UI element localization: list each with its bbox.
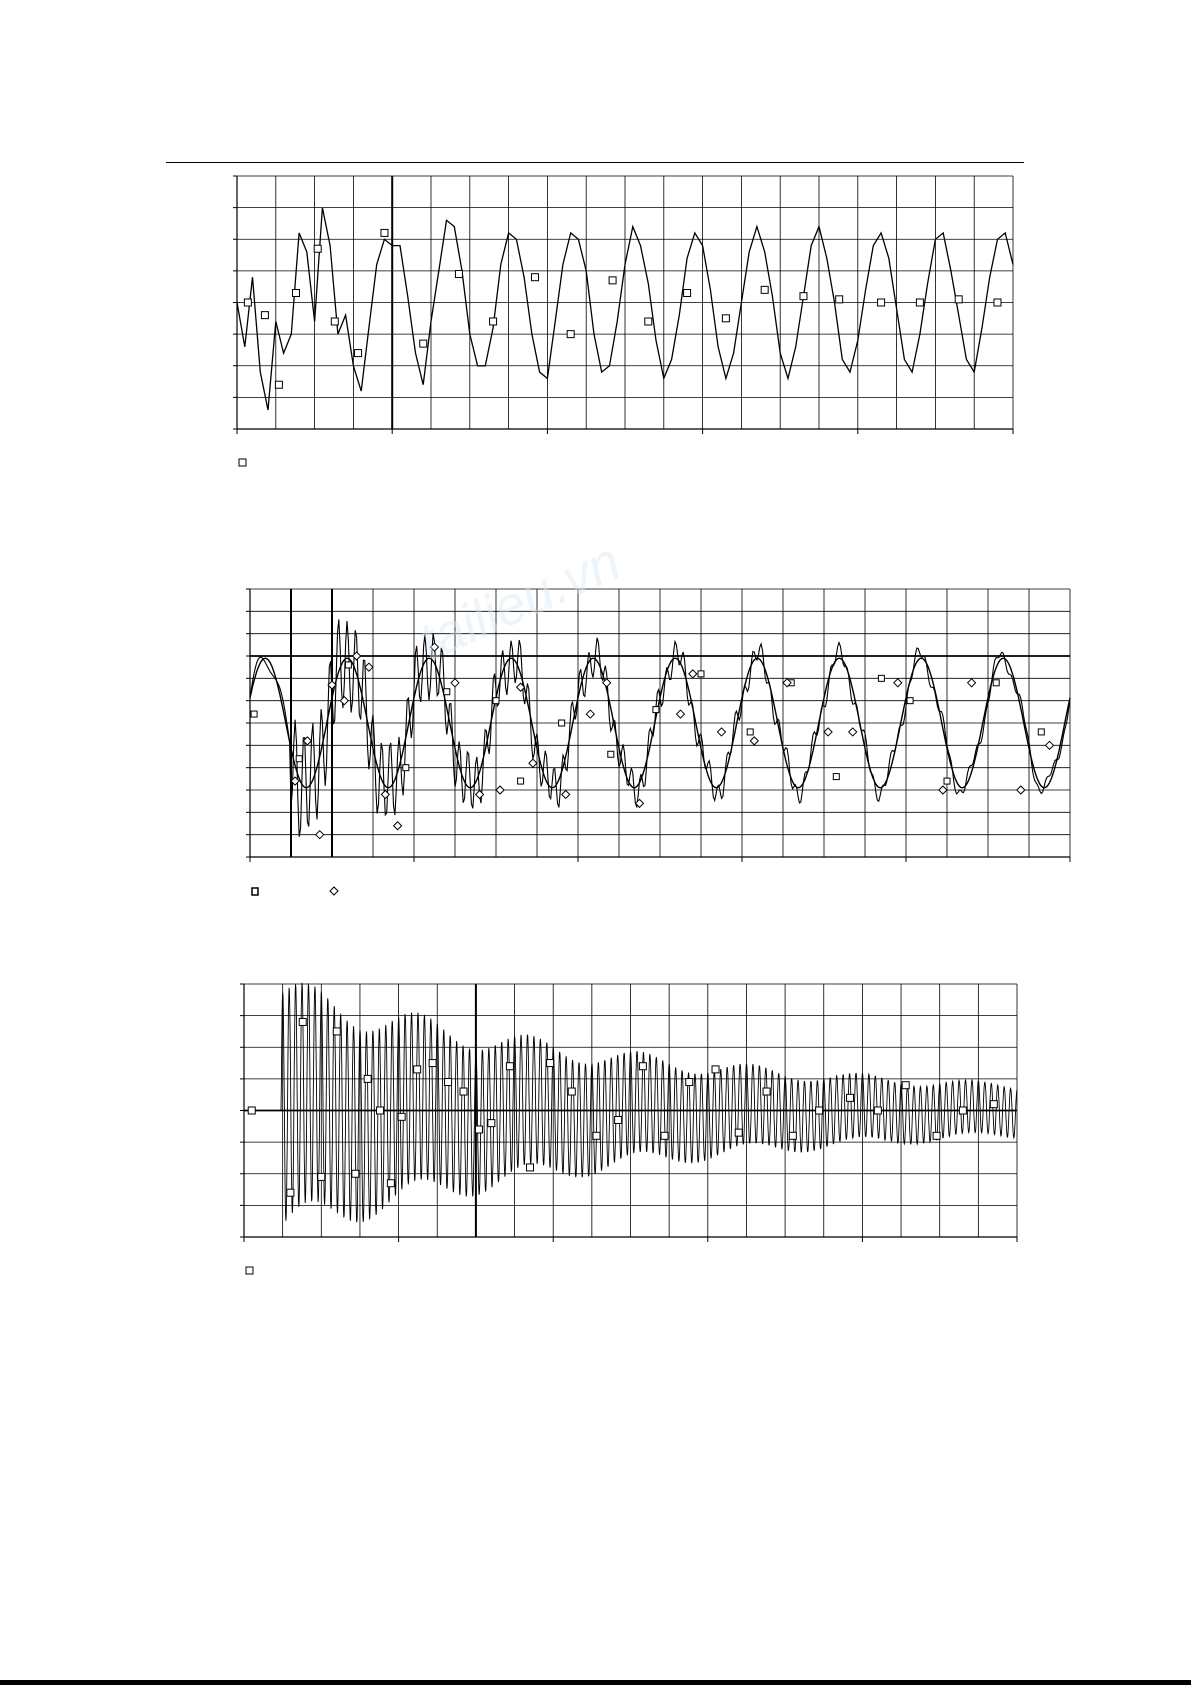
data-point-square <box>916 299 923 306</box>
data-point-square <box>990 1101 997 1108</box>
data-point-square <box>1038 729 1044 735</box>
data-point-diamond <box>340 697 348 705</box>
data-point-diamond <box>939 786 947 794</box>
data-point-square <box>296 756 302 762</box>
data-point-square <box>878 299 885 306</box>
chart-3-svg <box>244 984 1017 1237</box>
data-point-square <box>593 1132 600 1139</box>
data-point-square <box>902 1082 909 1089</box>
data-point-square <box>816 1107 823 1114</box>
data-point-square <box>244 299 251 306</box>
data-point-diamond <box>586 710 594 718</box>
data-point-square <box>684 290 691 297</box>
data-point-square <box>352 1170 359 1177</box>
data-point-square <box>314 245 321 252</box>
data-point-square <box>292 290 299 297</box>
data-point-square <box>287 1189 294 1196</box>
data-point-square <box>735 1129 742 1136</box>
chart-1 <box>237 176 1013 429</box>
data-point-square <box>403 765 409 771</box>
data-point-square <box>547 1060 554 1067</box>
data-point-square <box>248 1107 255 1114</box>
chart-3-legend <box>245 1263 255 1273</box>
legend-square-marker <box>239 459 246 466</box>
data-point-square <box>345 662 351 668</box>
chart-2-svg <box>250 589 1070 857</box>
data-point-square <box>567 331 574 338</box>
data-point-square <box>299 1018 306 1025</box>
data-point-diamond <box>718 728 726 736</box>
legend-diamond-marker <box>330 887 338 895</box>
data-point-square <box>398 1113 405 1120</box>
chart-1-svg <box>237 176 1013 429</box>
data-point-diamond <box>476 790 484 798</box>
data-point-diamond <box>316 831 324 839</box>
chart-1-legend <box>238 455 248 465</box>
data-point-square <box>568 1088 575 1095</box>
data-point-square <box>527 1164 534 1171</box>
legend-square-marker <box>252 888 258 895</box>
data-point-square <box>653 707 659 713</box>
data-point-square <box>506 1063 513 1070</box>
data-point-square <box>377 1107 384 1114</box>
data-point-square <box>994 299 1001 306</box>
data-point-square <box>878 675 884 681</box>
data-point-diamond <box>529 759 537 767</box>
data-point-square <box>414 1066 421 1073</box>
data-point-square <box>959 1107 966 1114</box>
data-point-square <box>712 1066 719 1073</box>
data-point-square <box>836 296 843 303</box>
data-point-diamond <box>365 663 373 671</box>
data-point-square <box>475 1126 482 1133</box>
data-point-square <box>333 1028 340 1035</box>
legend-square-marker <box>246 1267 253 1274</box>
data-point-diamond <box>394 822 402 830</box>
svg-text:tailieu.vn: tailieu.vn <box>409 531 630 673</box>
data-point-diamond <box>750 737 758 745</box>
data-point-diamond <box>894 679 902 687</box>
data-point-square <box>429 1060 436 1067</box>
data-point-square <box>460 1088 467 1095</box>
data-point-square <box>761 286 768 293</box>
data-point-square <box>261 312 268 319</box>
data-point-square <box>874 1107 881 1114</box>
data-point-square <box>364 1075 371 1082</box>
data-point-square <box>789 1132 796 1139</box>
data-point-square <box>993 680 999 686</box>
data-point-square <box>661 1132 668 1139</box>
data-point-square <box>455 271 462 278</box>
data-point-square <box>907 698 913 704</box>
data-point-square <box>608 751 614 757</box>
data-point-diamond <box>824 728 832 736</box>
data-point-square <box>387 1180 394 1187</box>
data-point-square <box>531 274 538 281</box>
data-point-square <box>800 293 807 300</box>
data-point-diamond <box>496 786 504 794</box>
data-point-square <box>381 229 388 236</box>
data-point-square <box>955 296 962 303</box>
page-bottom-bar <box>0 1680 1191 1685</box>
data-point-square <box>488 1120 495 1127</box>
data-point-square <box>609 277 616 284</box>
data-point-square <box>318 1173 325 1180</box>
data-point-square <box>493 698 499 704</box>
data-point-diamond <box>1017 786 1025 794</box>
data-point-square <box>763 1088 770 1095</box>
data-point-square <box>355 350 362 357</box>
data-point-square <box>847 1094 854 1101</box>
data-point-square <box>445 1079 452 1086</box>
data-point-diamond <box>968 679 976 687</box>
data-point-square <box>944 778 950 784</box>
data-point-square <box>490 318 497 325</box>
data-point-square <box>698 671 704 677</box>
data-point-square <box>747 729 753 735</box>
data-point-square <box>518 778 524 784</box>
data-point-square <box>933 1132 940 1139</box>
chart-2 <box>250 589 1070 857</box>
data-point-diamond <box>1046 741 1054 749</box>
data-point-square <box>251 711 257 717</box>
chart-3 <box>244 984 1017 1237</box>
data-point-square <box>615 1116 622 1123</box>
data-point-square <box>639 1063 646 1070</box>
data-point-square <box>420 340 427 347</box>
data-point-square <box>686 1079 693 1086</box>
data-point-diamond <box>677 710 685 718</box>
data-point-diamond <box>689 670 697 678</box>
data-point-square <box>275 381 282 388</box>
data-point-diamond <box>562 790 570 798</box>
data-point-diamond <box>451 679 459 687</box>
data-point-square <box>559 720 565 726</box>
chart-2-legend <box>250 885 350 897</box>
data-point-square <box>444 689 450 695</box>
data-point-square <box>331 318 338 325</box>
data-point-square <box>722 315 729 322</box>
data-point-square <box>645 318 652 325</box>
header-rule <box>166 162 1024 163</box>
data-point-diamond <box>849 728 857 736</box>
data-point-square <box>833 774 839 780</box>
